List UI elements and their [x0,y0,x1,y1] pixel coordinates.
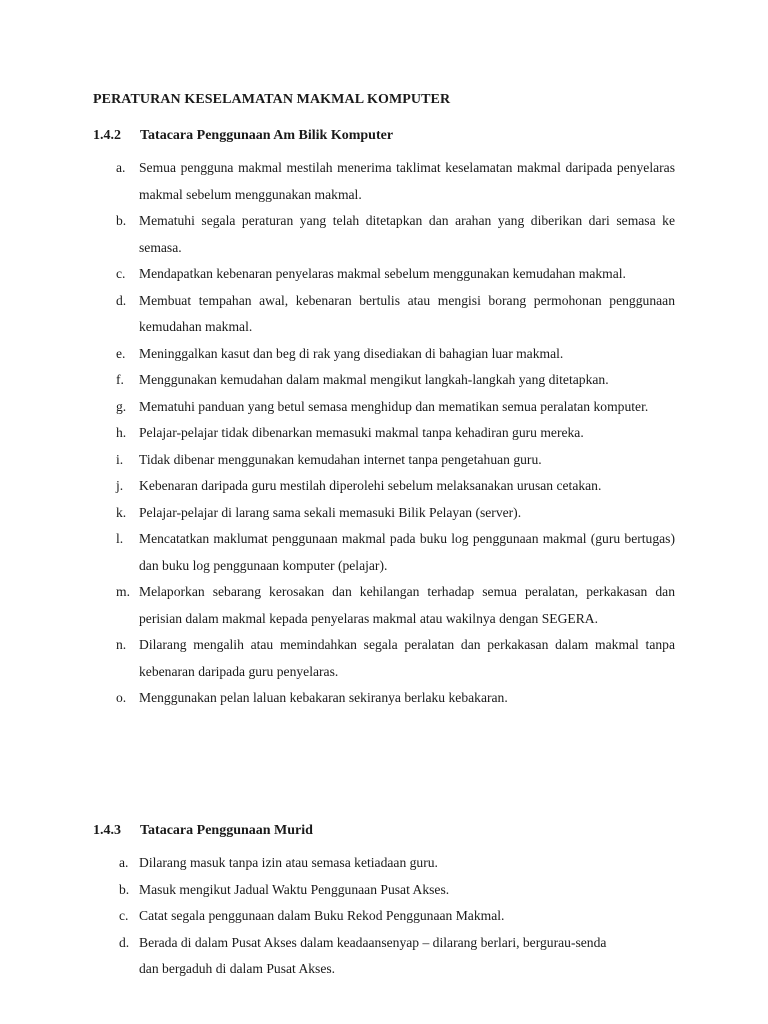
list-marker: o. [116,690,127,705]
list-item-text: Dilarang masuk tanpa izin atau semasa ketiadaan guru. [139,855,438,870]
list-marker: l. [116,531,124,546]
list-item-text: Mematuhi panduan yang betul semasa menghidup dan mematikan semua peralatan komputer. [139,398,649,414]
document-title: PERATURAN KESELAMATAN MAKMAL KOMPUTER [93,92,451,107]
section-heading-1-4-3 [93,823,313,839]
list-item [0,155,768,208]
list-item-text: Mematuhi segala peraturan yang telah ditetapkan dan arahan yang diberikan dari semasa ke semasa. [139,213,675,255]
list-item [0,473,768,500]
list-marker: d. [116,292,127,308]
list-item-text: Membuat tempahan awal, kebenaran bertulis atau mengisi borang permohonan penggunaan kemudahan makmal. [139,292,675,334]
list-marker: g. [116,398,127,414]
list-item [0,850,768,877]
list-marker: i. [116,451,124,467]
list-item-text: Masuk mengikut Jadual Waktu Penggunaan Pusat Akses. [139,881,450,897]
list-item [0,500,768,527]
list-marker: a. [116,160,126,175]
list-item-text: Menggunakan pelan laluan kebakaran sekiranya berlaku kebakaran. [139,690,508,705]
list-marker: n. [116,637,127,652]
section-number: 1.4.2 [93,128,121,143]
list-item [0,930,768,983]
list-marker: c. [119,908,129,923]
list-item [0,261,768,288]
list-item [0,632,768,685]
list-item-text: Pelajar-pelajar di larang sama sekali memasuki Bilik Pelayan (server). [139,504,522,520]
section-number: 1.4.3 [93,823,121,838]
list-item [0,526,768,579]
list-item-text: Mendapatkan kebenaran penyelaras makmal sebelum menggunakan kemudahan makmal. [139,266,626,281]
list-item-text: Berada di dalam Pusat Akses dalam keadaansenyap – dilarang berlari, bergurau-senda dan bergaduh di dalam Pusat Akses. [139,934,607,976]
list-marker: f. [116,372,124,387]
rules-list-general [0,155,768,712]
list-marker: b. [119,881,130,897]
list-marker: k. [116,504,127,520]
section-title: Tatacara Penggunaan Murid [140,823,313,838]
list-marker: b. [116,213,127,228]
list-item [0,341,768,368]
list-marker: e. [116,345,126,361]
list-item [0,877,768,904]
rules-list-students [0,850,768,983]
list-item [0,288,768,341]
section-title: Tatacara Penggunaan Am Bilik Komputer [140,128,394,143]
list-item-text: Mencatatkan maklumat penggunaan makmal pada buku log penggunaan makmal (guru bertugas) dan buku log penggunaan komputer (pelajar). [139,531,675,573]
list-item [0,903,768,930]
list-item-text: Kebenaran daripada guru mestilah diperolehi sebelum melaksanakan urusan cetakan. [139,478,602,493]
list-item [0,685,768,712]
list-marker: d. [119,934,130,950]
list-marker: j. [116,478,124,493]
list-item [0,579,768,632]
list-item-text: Melaporkan sebarang kerosakan dan kehilangan terhadap semua peralatan, perkakasan dan perisian dalam makmal kepada penyelaras makmal atau wakilnya dengan SEGERA. [139,584,675,626]
list-marker: h. [116,425,127,440]
list-item-text: Menggunakan kemudahan dalam makmal mengikut langkah-langkah yang ditetapkan. [139,372,609,387]
list-item [0,367,768,394]
section-heading-1-4-2 [93,128,393,144]
list-item-text: Pelajar-pelajar tidak dibenarkan memasuki makmal tanpa kehadiran guru mereka. [139,425,584,440]
list-item-text: Tidak dibenar menggunakan kemudahan internet tanpa pengetahuan guru. [139,451,542,467]
list-item-text: Catat segala penggunaan dalam Buku Rekod Penggunaan Makmal. [139,908,505,923]
list-marker: m. [116,584,130,599]
list-item [0,208,768,261]
list-item [0,447,768,474]
list-marker: a. [119,855,129,870]
list-marker: c. [116,266,126,281]
list-item-text: Meninggalkan kasut dan beg di rak yang disediakan di bahagian luar makmal. [139,345,564,361]
list-item-text: Semua pengguna makmal mestilah menerima taklimat keselamatan makmal daripada penyelaras makmal sebelum menggunakan makmal. [139,160,675,202]
list-item [0,420,768,447]
list-item [0,394,768,421]
list-item-text: Dilarang mengalih atau memindahkan segala peralatan dan perkakasan dalam makmal tanpa kebenaran daripada guru penyelaras. [139,637,675,679]
